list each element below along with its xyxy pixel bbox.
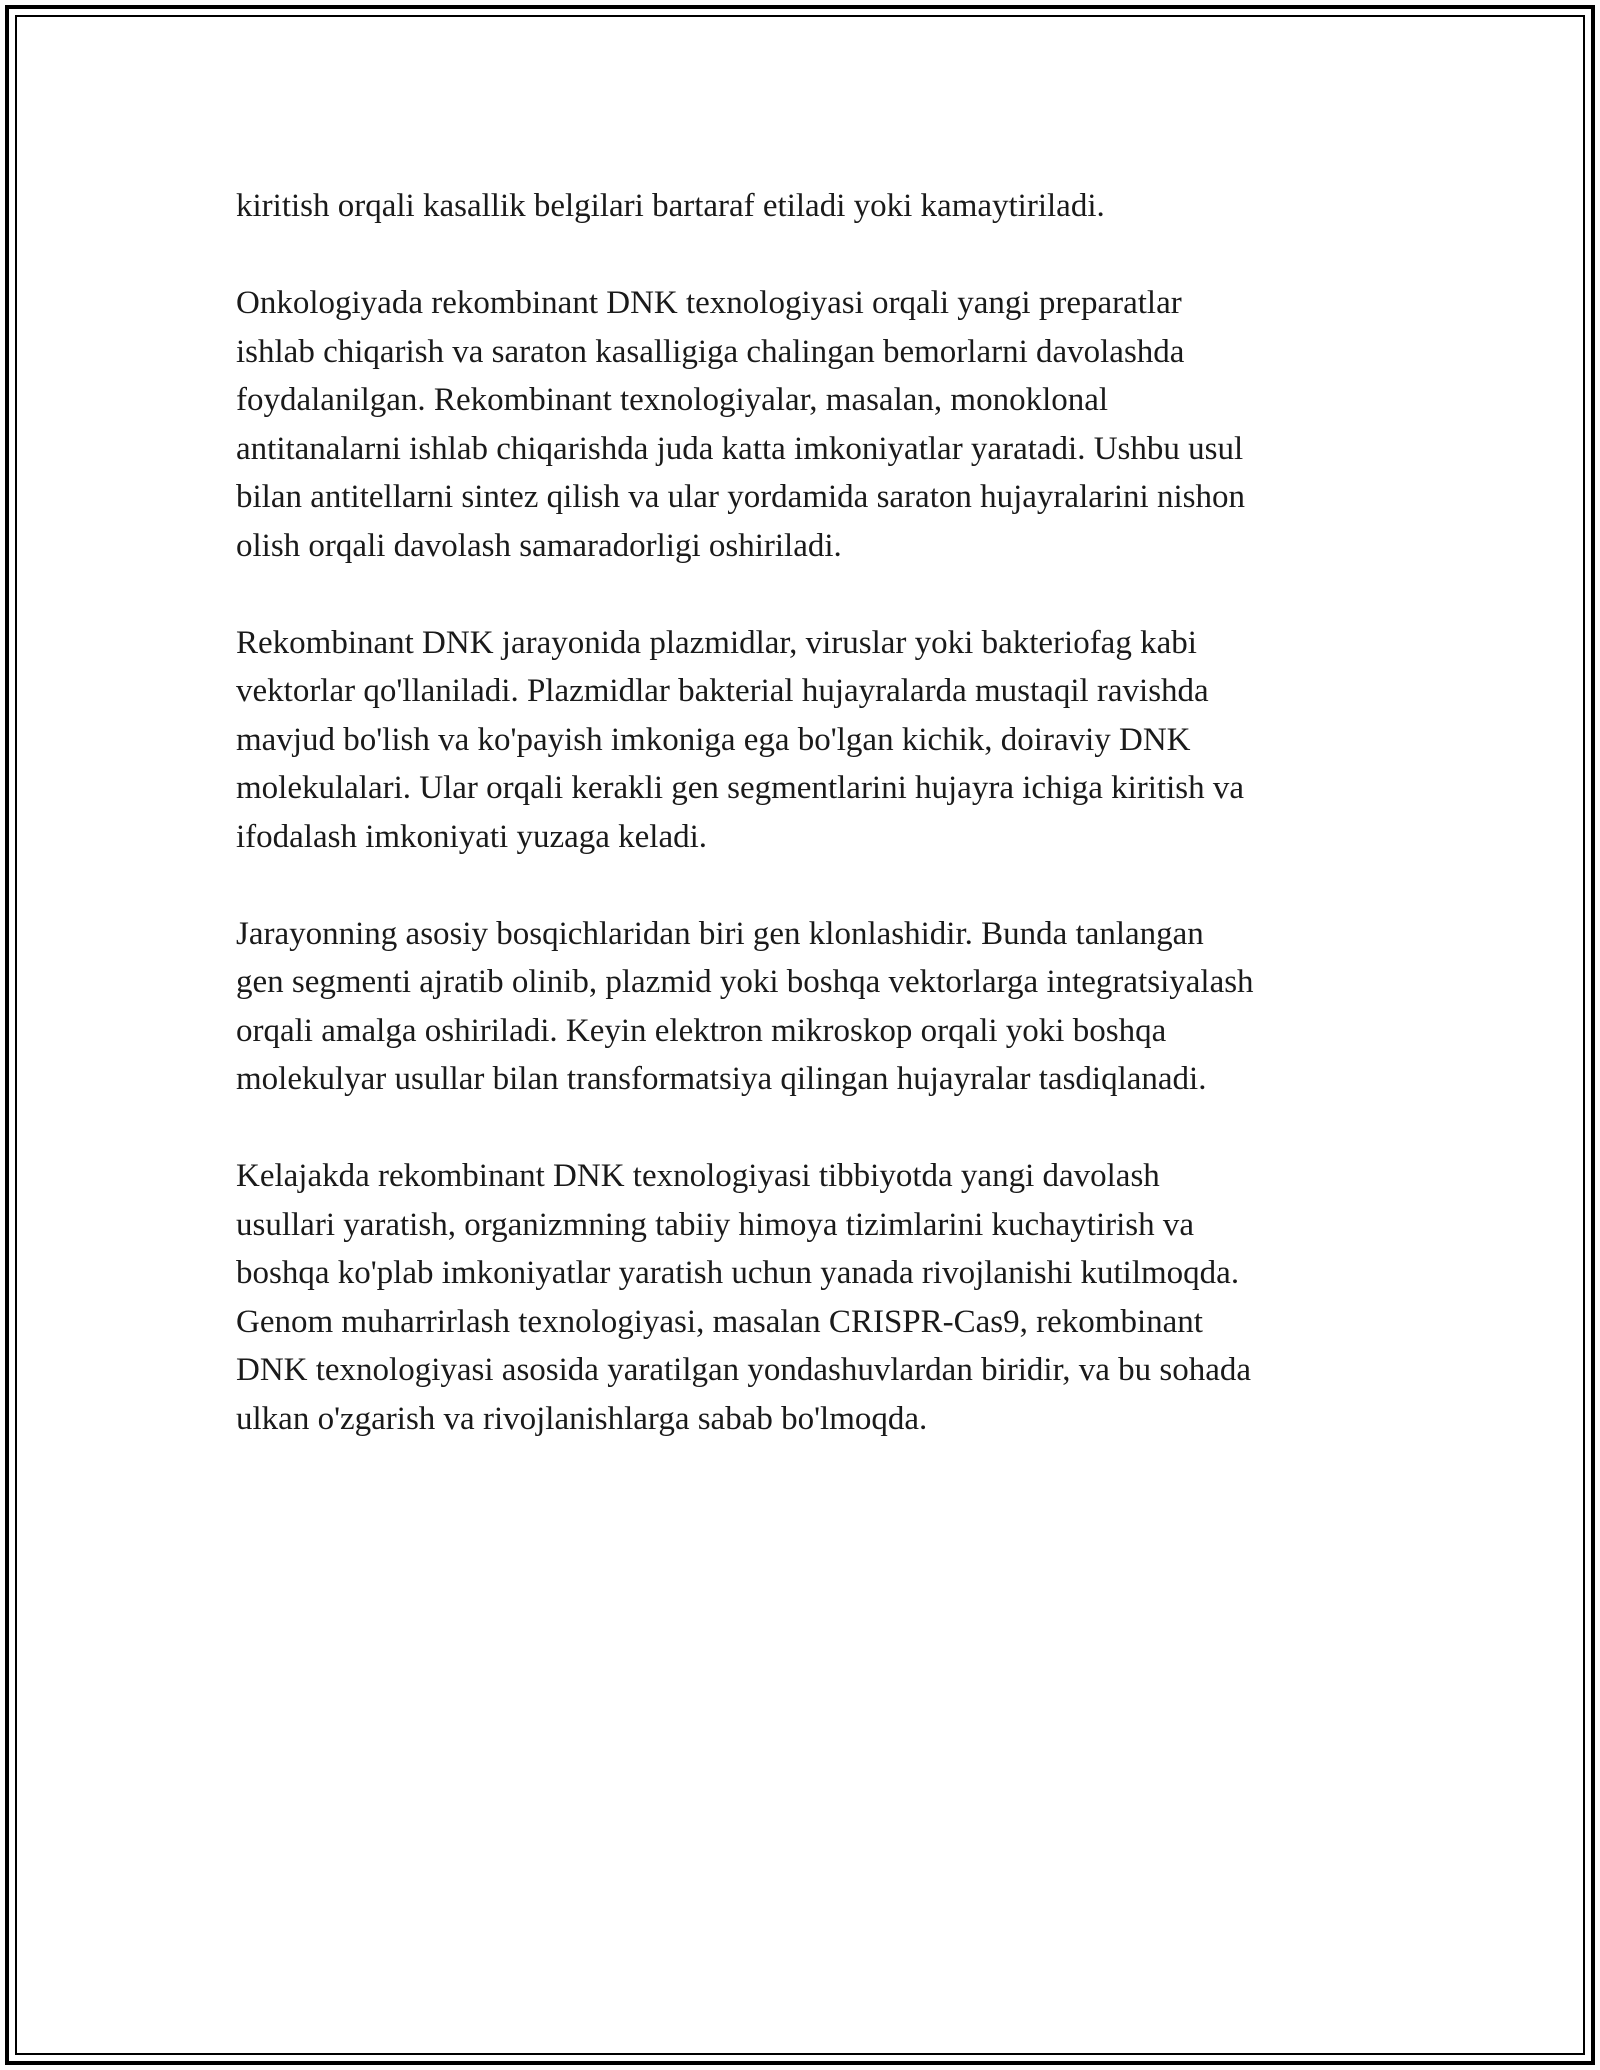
text-line: Genom muharrirlash texnologiyasi, masalan CRISPR-Cas9, rekombinant xyxy=(236,1303,1203,1340)
text-line: Kelajakda rekombinant DNK texnologiyasi tibbiyotda yangi davolash xyxy=(236,1158,1160,1194)
paragraph-3 xyxy=(236,619,1376,862)
text-line: Onkologiyada rekombinant DNK texnologiyasi orqali yangi preparatlar xyxy=(236,285,1182,321)
text-line: kiritish orqali kasallik belgilari bartaraf etiladi yoki kamaytiriladi. xyxy=(236,188,1105,224)
page-body xyxy=(236,182,1376,1492)
paragraph-4 xyxy=(236,910,1376,1104)
text-line: ifodalash imkoniyati yuzaga keladi. xyxy=(236,818,708,855)
text-line: bilan antitellarni sintez qilish va ular yordamida saraton hujayralarini nishon xyxy=(236,479,1245,515)
text-line: ulkan o'zgarish va rivojlanishlarga sabab bo'lmoqda. xyxy=(236,1400,928,1437)
text-line: foydalanilgan. Rekombinant texnologiyalar, masalan, monoklonal xyxy=(236,382,1109,418)
paragraph-2 xyxy=(236,279,1376,570)
text-line: DNK texnologiyasi asosida yaratilgan yondashuvlardan biridir, va bu sohada xyxy=(236,1352,1252,1388)
text-line: antitanalarni ishlab chiqarishda juda katta imkoniyatlar yaratadi. Ushbu usul xyxy=(236,430,1244,467)
paragraph-5 xyxy=(236,1152,1376,1443)
text-line: vektorlar qo'llaniladi. Plazmidlar bakterial hujayralarda mustaqil ravishda xyxy=(236,673,1209,709)
text-line: mavjud bo'lish va ko'payish imkoniga ega bo'lgan kichik, doiraviy DNK xyxy=(236,721,1191,758)
text-line: molekulalari. Ular orqali kerakli gen segmentlarini hujayra ichiga kiritish va xyxy=(236,770,1244,806)
text-line: orqali amalga oshiriladi. Keyin elektron mikroskop orqali yoki boshqa xyxy=(236,1012,1167,1049)
text-line: usullari yaratish, organizmning tabiiy himoya tizimlarini kuchaytirish va xyxy=(236,1206,1195,1243)
text-line: Jarayonning asosiy bosqichlaridan biri gen klonlashidir. Bunda tanlangan xyxy=(236,915,1204,952)
text-line: gen segmenti ajratib olinib, plazmid yoki boshqa vektorlarga integratsiyalash xyxy=(236,964,1254,1000)
text-line: Rekombinant DNK jarayonida plazmidlar, viruslar yoki bakteriofag kabi xyxy=(236,624,1197,661)
text-line: boshqa ko'plab imkoniyatlar yaratish uchun yanada rivojlanishi kutilmoqda. xyxy=(236,1255,1240,1291)
paragraph-1 xyxy=(236,182,1376,231)
text-line: olish orqali davolash samaradorligi oshiriladi. xyxy=(236,527,842,564)
text-line: molekulyar usullar bilan transformatsiya qilingan hujayralar tasdiqlanadi. xyxy=(236,1061,1207,1097)
text-line: ishlab chiqarish va saraton kasalligiga chalingan bemorlarni davolashda xyxy=(236,333,1185,370)
